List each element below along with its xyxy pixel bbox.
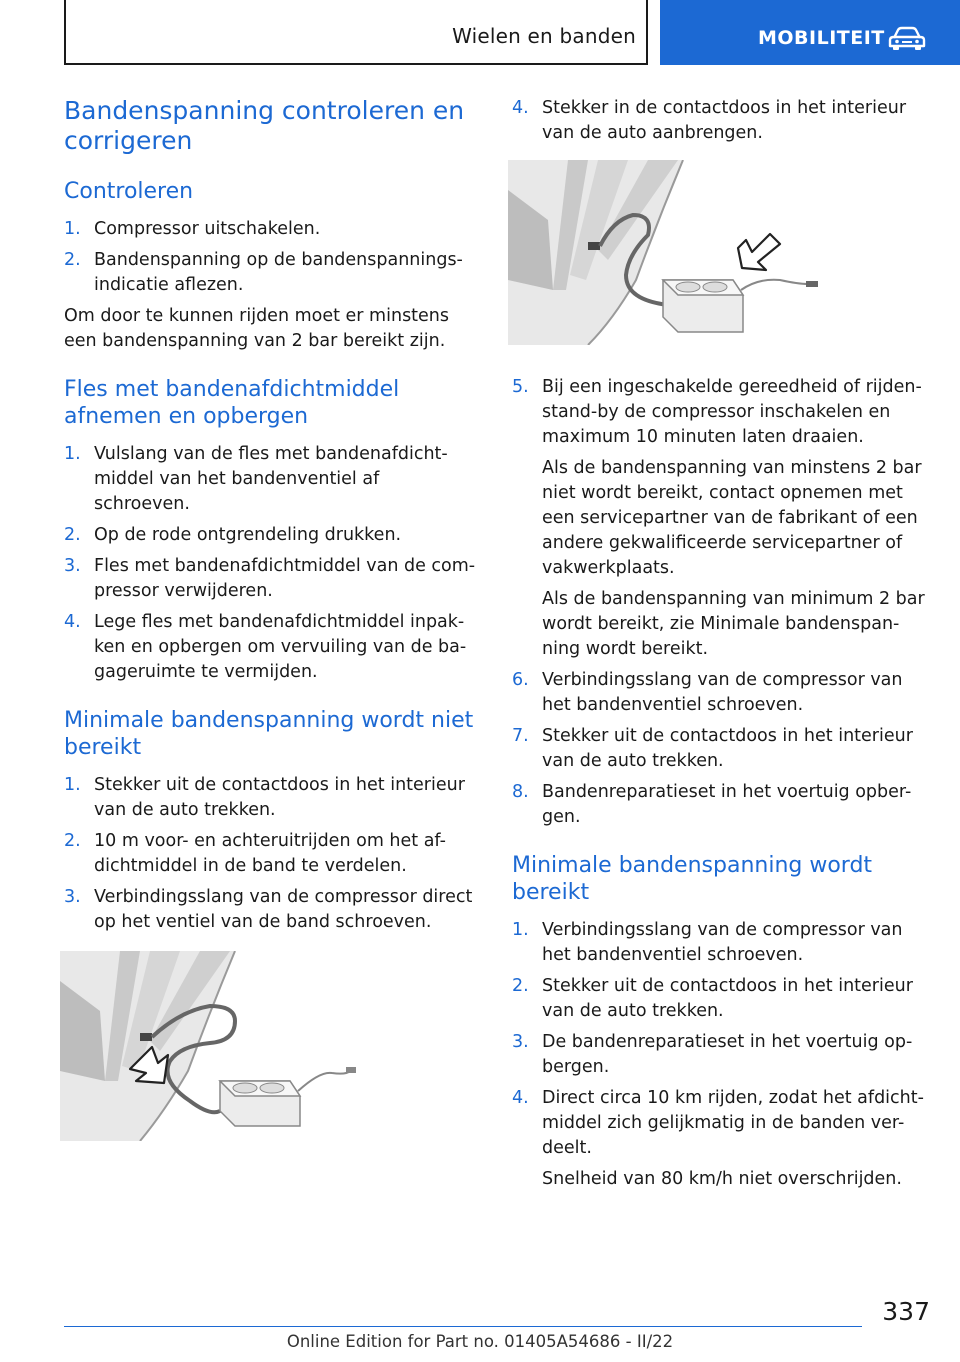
list-item: 2. Stekker uit de contactdoos in het interieur van de auto trekken. <box>512 976 913 1021</box>
heading-niet-bereikt: Minimale bandenspanning wordt niet bereikt <box>64 708 474 760</box>
list-controleren <box>64 217 476 298</box>
heading-bereikt: Minimale bandenspanning wordt bereikt <box>512 853 873 905</box>
list-item: 4. Direct circa 10 km rijden, zodat het afdicht-middel zich gelijkmatig in de banden ver-deelt. Snelheid van 80 km/h niet overschrijden. <box>512 1088 924 1189</box>
list-niet-bereikt <box>64 773 476 935</box>
chapter-tab-label: MOBILITEIT <box>758 27 885 49</box>
list-item: 7. Stekker uit de contactdoos in het interieur van de auto trekken. <box>512 726 913 771</box>
list-item: 1. Verbindingsslang van de compressor van het bandenventiel schroeven. <box>512 920 903 965</box>
header-rule <box>64 63 648 65</box>
edition-note: Online Edition for Part no. 01405A54686 - II/22 <box>286 1332 674 1351</box>
note-minimum-pressure: Om door te kunnen rijden moet er minstens een bandenspanning van 2 bar bereikt zijn. <box>64 306 450 351</box>
right-column <box>512 96 930 1198</box>
list-item: 3. Fles met bandenafdichtmiddel van de com-pressor verwijderen. <box>64 556 476 601</box>
section-title: Wielen en banden <box>452 24 636 48</box>
footer-rule <box>64 1326 862 1327</box>
list-item: 3. De bandenreparatieset in het voertuig op-bergen. <box>512 1032 913 1077</box>
compressor-valve-illustration <box>60 951 360 1141</box>
list-item: 2. Op de rode ontgrendeling drukken. <box>64 525 402 545</box>
list-item: 2. 10 m voor- en achteruitrijden om het af-dichtmiddel in de band te verdelen. <box>64 831 446 876</box>
list-item: 1. Compressor uitschakelen. <box>64 219 321 239</box>
list-item: 5. Bij een ingeschakelde gereedheid of rijden-stand-by de compressor inschakelen en maximum 10 minuten laten draaien. Als de bandenspanning van minstens 2 bar niet wordt bereikt, contact opnemen met een servicepartner van de fabrikant of een andere gekwalificeerde servicepartner of vakwerkplaats. Als de bandenspanning van minimum 2 bar wordt bereikt, zie Minimale bandenspan-ning wordt bereikt. <box>512 377 925 659</box>
list-item: 2. Bandenspanning op de bandenspannings-indicatie aflezen. <box>64 250 463 295</box>
chapter-tab[interactable] <box>660 0 960 65</box>
list-item: 1. Stekker uit de contactdoos in het interieur van de auto trekken. <box>64 775 465 820</box>
list-item: 6. Verbindingsslang van de compressor van het bandenventiel schroeven. <box>512 670 903 715</box>
list-item: 1. Vulslang van de fles met bandenafdicht-middel van het bandenventiel af schroeven. <box>64 444 448 514</box>
car-icon <box>888 26 926 52</box>
list-bereikt <box>512 918 930 1192</box>
compressor-plug-illustration <box>508 160 838 345</box>
list-steps-a <box>512 96 930 146</box>
page-number: 337 <box>882 1297 930 1326</box>
header-divider <box>646 0 648 65</box>
list-steps-b <box>512 375 930 830</box>
heading-controleren: Controleren <box>64 179 194 204</box>
list-item: 4. Stekker in de contactdoos in het interieur van de auto aanbrengen. <box>512 98 907 143</box>
left-column <box>64 96 476 1141</box>
list-item: 8. Bandenreparatieset in het voertuig opber-gen. <box>512 782 912 827</box>
list-item: 4. Lege fles met bandenafdichtmiddel inpak-ken en opbergen om vervuiling van de ba-gageruimte te vermijden. <box>64 612 467 682</box>
list-fles <box>64 442 476 685</box>
list-item: 3. Verbindingsslang van de compressor direct op het ventiel van de band schroeven. <box>64 887 473 932</box>
heading-fles: Fles met bandenafdichtmiddel afnemen en opbergen <box>64 377 400 429</box>
page-title: Bandenspanning controleren en corrigeren <box>64 96 465 155</box>
